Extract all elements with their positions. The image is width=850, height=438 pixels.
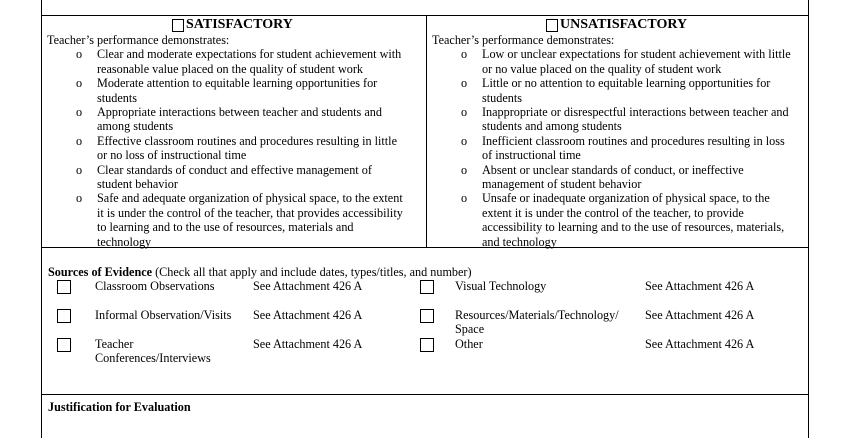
bullet-icon: o: [76, 76, 83, 91]
criteria-line: extent it is under the control of the teacher, to provide: [482, 205, 744, 220]
unsatisfactory-checkbox[interactable]: [546, 19, 558, 32]
criteria-line: Clear and moderate expectations for student achievement with: [97, 47, 402, 62]
unsatisfactory-intro: Teacher’s performance demonstrates:: [432, 33, 615, 47]
criteria-line: Safe and adequate organization of physical space, to the extent: [97, 191, 403, 206]
checkbox-informal-observation[interactable]: [57, 309, 71, 323]
criteria-line: it is under the control of the teacher, that provides accessibility: [97, 205, 403, 220]
column-divider: [426, 15, 427, 248]
bullet-icon: o: [76, 133, 83, 148]
criteria-line: accessibility to learning and to the use of resources, materials,: [482, 220, 785, 235]
evidence-title-bold: Sources of Evidence: [48, 265, 153, 279]
criteria-item: [432, 47, 808, 76]
criteria-line: technology: [97, 234, 152, 249]
label-visual-technology: Visual Technology: [455, 279, 547, 293]
satisfactory-header: [172, 17, 293, 33]
satisfactory-intro: Teacher’s performance demonstrates:: [47, 33, 230, 47]
criteria-item: [47, 134, 425, 163]
label-other: Other: [455, 337, 483, 351]
checkbox-classroom-observations[interactable]: [57, 280, 71, 294]
justification-label: Justification for Evaluation: [48, 400, 191, 414]
criteria-item: [47, 191, 425, 249]
bullet-icon: o: [461, 76, 468, 91]
label-classroom-observations: Classroom Observations: [95, 279, 215, 293]
criteria-line: and technology: [482, 234, 557, 249]
criteria-line: Low or unclear expectations for student achievement with little: [482, 47, 791, 62]
border-right: [808, 0, 809, 438]
criteria-line: Clear standards of conduct and effective management of: [97, 162, 372, 177]
criteria-line: Effective classroom routines and procedures resulting in little: [97, 133, 397, 148]
bullet-icon: o: [461, 162, 468, 177]
label-teacher-conferences: Teacher Conferences/Interviews: [95, 337, 211, 366]
checkbox-visual-technology[interactable]: [420, 280, 434, 294]
criteria-line: Appropriate interactions between teacher and students and: [97, 105, 382, 120]
bullet-icon: o: [461, 105, 468, 120]
criteria-line: Little or no attention to equitable learning opportunities for: [482, 76, 771, 91]
criteria-line: students: [482, 90, 522, 105]
criteria-item: [432, 76, 808, 105]
criteria-line: Unsafe or inadequate organization of physical space, to the: [482, 191, 770, 206]
satisfactory-criteria: [47, 33, 425, 249]
bullet-icon: o: [76, 191, 83, 206]
bullet-icon: o: [461, 47, 468, 62]
bullet-icon: o: [76, 47, 83, 62]
criteria-line: reasonable value placed on the quality of student work: [97, 61, 364, 76]
label-informal-observation: Informal Observation/Visits: [95, 308, 232, 322]
ref-resources: See Attachment 426 A: [645, 308, 755, 322]
criteria-line: to learning and to the use of resources, materials and: [97, 220, 354, 235]
rule-evidence-bottom: [41, 394, 809, 395]
criteria-line: students and among students: [482, 119, 622, 134]
border-left: [41, 0, 42, 438]
ref-classroom-observations: See Attachment 426 A: [253, 279, 363, 293]
criteria-line: Absent or unclear standards of conduct, or ineffective: [482, 162, 744, 177]
satisfactory-header-label: SATISFACTORY: [186, 17, 293, 32]
satisfactory-checkbox[interactable]: [172, 19, 184, 32]
criteria-item: [47, 105, 425, 134]
criteria-item: [432, 163, 808, 192]
evidence-title-note: (Check all that apply and include dates, types/titles, and number): [152, 265, 472, 279]
rule-top: [41, 15, 809, 16]
unsatisfactory-criteria: [432, 33, 808, 249]
criteria-item: [47, 47, 425, 76]
criteria-line: of instructional time: [482, 148, 581, 163]
criteria-line: Inefficient classroom routines and procedures resulting in loss: [482, 133, 785, 148]
criteria-line: among students: [97, 119, 174, 134]
label-resources: Resources/Materials/Technology/ Space: [455, 308, 619, 337]
ref-other: See Attachment 426 A: [645, 337, 755, 351]
criteria-item: [432, 134, 808, 163]
criteria-item: [432, 191, 808, 249]
checkbox-teacher-conferences[interactable]: [57, 338, 71, 352]
ref-visual-technology: See Attachment 426 A: [645, 279, 755, 293]
bullet-icon: o: [76, 162, 83, 177]
criteria-line: student behavior: [97, 177, 178, 192]
unsatisfactory-header: [546, 17, 687, 33]
unsatisfactory-header-label: UNSATISFACTORY: [560, 17, 688, 32]
ref-informal-observation: See Attachment 426 A: [253, 308, 363, 322]
evidence-title: [48, 265, 472, 279]
criteria-line: management of student behavior: [482, 177, 642, 192]
criteria-item: [47, 163, 425, 192]
checkbox-resources[interactable]: [420, 309, 434, 323]
checkbox-other[interactable]: [420, 338, 434, 352]
criteria-line: or no loss of instructional time: [97, 148, 247, 163]
ref-teacher-conferences: See Attachment 426 A: [253, 337, 363, 351]
criteria-item: [47, 76, 425, 105]
bullet-icon: o: [461, 191, 468, 206]
criteria-line: or no value placed on the quality of student work: [482, 61, 722, 76]
bullet-icon: o: [461, 133, 468, 148]
criteria-line: students: [97, 90, 137, 105]
criteria-item: [432, 105, 808, 134]
bullet-icon: o: [76, 105, 83, 120]
criteria-line: Inappropriate or disrespectful interactions between teacher and: [482, 105, 789, 120]
criteria-line: Moderate attention to equitable learning opportunities for: [97, 76, 378, 91]
